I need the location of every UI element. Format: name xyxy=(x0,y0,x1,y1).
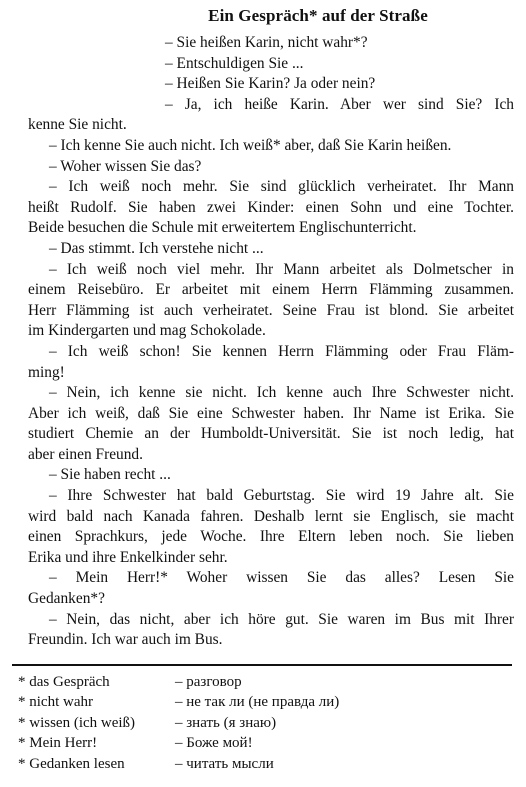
dialogue-line: einem Reisebüro. Er arbeitet mit einem Herrn Flämming zusammen. xyxy=(28,281,514,299)
dialogue-line: – Nein, das nicht, aber ich höre gut. Sie waren im Bus mit Ihrer xyxy=(49,610,514,628)
dialogue-line: – Das stimmt. Ich verstehe nicht ... xyxy=(49,239,264,257)
glossary-row xyxy=(18,692,498,712)
page-title: Ein Gespräch* auf der Straße xyxy=(208,6,428,25)
dialogue-line: – Ich kenne Sie auch nicht. Ich weiß* aber, daß Sie Karin heißen. xyxy=(49,136,452,154)
dialogue-line: kenne Sie nicht. xyxy=(28,116,127,134)
glossary-definition: – не так ли (не правда ли) xyxy=(175,694,340,711)
dialogue-line: – Sie haben recht ... xyxy=(49,466,171,484)
dialogue-line: – Entschuldigen Sie ... xyxy=(165,54,304,72)
dialogue-line: – Nein, ich kenne sie nicht. Ich kenne auch Ihre Schwester nicht. xyxy=(49,384,514,402)
glossary-term: * Gedanken lesen xyxy=(18,755,125,772)
dialogue-line: – Ich weiß schon! Sie kennen Herrn Flämming oder Frau Fläm- xyxy=(49,342,514,360)
glossary-row xyxy=(18,754,498,774)
dialogue-text xyxy=(28,33,514,651)
glossary-term: * das Gespräch xyxy=(18,674,110,690)
dialogue-line: – Ich weiß noch viel mehr. Ihr Mann arbeitet als Dolmetscher in xyxy=(49,260,514,278)
dialogue-line: – Ihre Schwester hat bald Geburtstag. Sie wird 19 Jahre alt. Sie xyxy=(49,487,514,505)
glossary-divider xyxy=(12,664,512,666)
dialogue-line: aber einen Freund. xyxy=(28,445,143,463)
dialogue-line: Erika und ihre Enkelkinder sehr. xyxy=(28,548,228,566)
glossary-term: * wissen (ich weiß) xyxy=(18,714,136,731)
glossary-definition: – знать (я знаю) xyxy=(175,714,277,731)
dialogue-line: – Ich weiß noch mehr. Sie sind glücklich verheiratet. Ihr Mann xyxy=(49,178,514,196)
dialogue-line: wird bald nach Kanada fahren. Deshalb lernt sie Englisch, sie macht xyxy=(28,507,514,525)
glossary-term: * Mein Herr! xyxy=(18,735,98,752)
dialogue-line: – Heißen Sie Karin? Ja oder nein? xyxy=(165,75,376,93)
dialogue-line: heißt Rudolf. Sie haben zwei Kinder: einen Sohn und eine Tochter. xyxy=(28,198,514,216)
dialogue-line: Freundin. Ich war auch im Bus. xyxy=(28,631,223,649)
dialogue-line: – Woher wissen Sie das? xyxy=(49,157,202,175)
glossary-definition: – разговор xyxy=(175,674,242,690)
dialogue-line: ming! xyxy=(28,363,65,381)
glossary-term: * nicht wahr xyxy=(18,694,93,711)
glossary-definition: – Боже мой! xyxy=(175,735,253,752)
dialogue-line: einen Sprachkurs, jede Woche. Ihre Eltern leben noch. Sie lieben xyxy=(28,528,514,546)
dialogue-line: – Ja, ich heiße Karin. Aber wer sind Sie? Ich xyxy=(165,95,514,113)
glossary-definition: – читать мысли xyxy=(175,755,274,772)
dialogue-line: Gedanken*? xyxy=(28,590,105,608)
glossary-row xyxy=(18,672,498,692)
glossary-row xyxy=(18,713,498,733)
dialogue-line: – Sie heißen Karin, nicht wahr*? xyxy=(165,34,368,51)
dialogue-line: Herr Flämming ist auch verheiratet. Seine Frau ist blond. Sie arbeitet xyxy=(28,301,514,319)
dialogue-line: im Kindergarten und mag Schokolade. xyxy=(28,322,266,340)
glossary-row xyxy=(18,733,498,753)
dialogue-line: studiert Chemie an der Humboldt-Universität. Sie ist noch ledig, hat xyxy=(28,425,514,443)
dialogue-line: Aber ich weiß, daß Sie eine Schwester haben. Ihr Name ist Erika. Sie xyxy=(28,404,514,422)
dialogue-line: Beide besuchen die Schule mit erweitertem Englischunterricht. xyxy=(28,219,417,237)
dialogue-line: – Mein Herr!* Woher wissen Sie das alles? Lesen Sie xyxy=(49,569,514,587)
glossary xyxy=(18,672,498,774)
